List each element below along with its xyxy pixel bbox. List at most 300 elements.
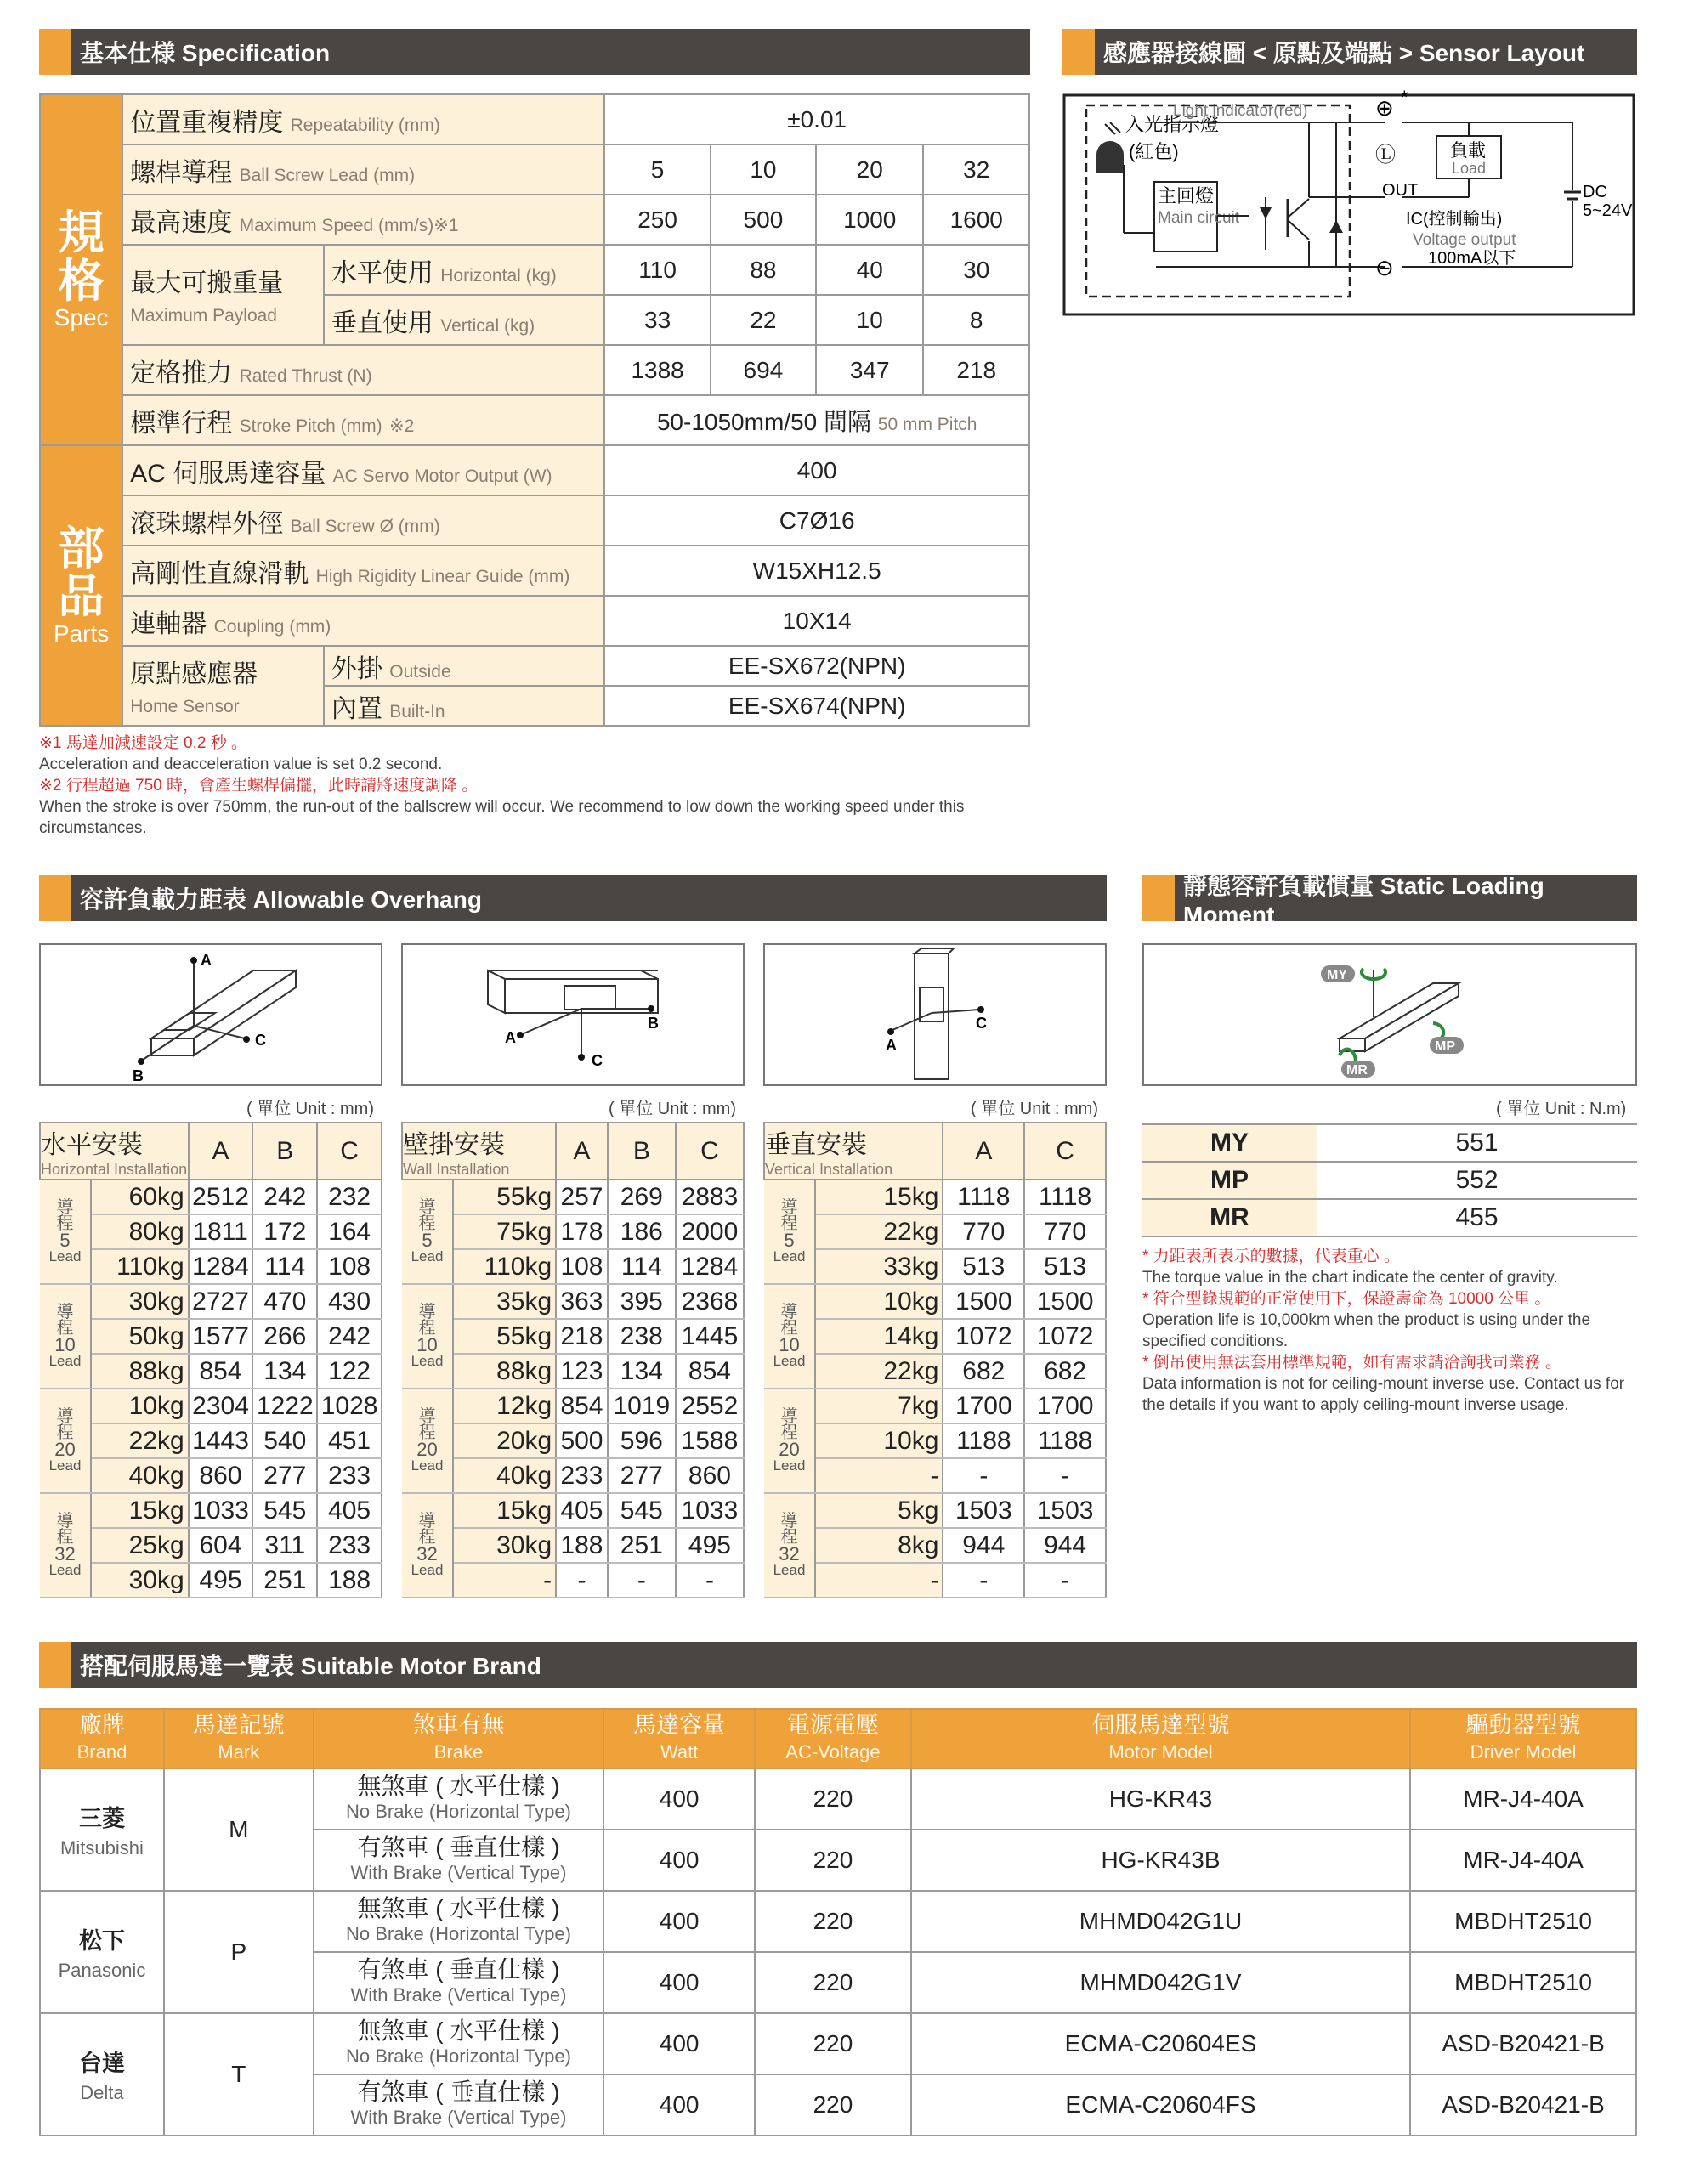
minus-terminal: ⊖	[1375, 255, 1394, 280]
table-row	[40, 1528, 382, 1563]
install-title: 垂直安裝 Vertical Installation	[764, 1123, 943, 1180]
value-cell: -	[608, 1563, 676, 1598]
thrust-val: 218	[923, 345, 1029, 395]
weight-cell: 55kg	[453, 1180, 556, 1214]
value-cell: 233	[556, 1458, 608, 1493]
brand-col-header: 煞車有無 Brake	[314, 1709, 604, 1768]
driver-cell: MR-J4-40A	[1410, 1768, 1636, 1830]
driver-cell: MBDHT2510	[1410, 1952, 1636, 2013]
overhang-header-row	[40, 1123, 382, 1180]
table-row	[402, 1458, 744, 1493]
value-cell: 682	[943, 1354, 1024, 1389]
value-cell: -	[943, 1458, 1024, 1493]
weight-cell: 110kg	[91, 1249, 189, 1284]
brand-table	[39, 1708, 1637, 2136]
value-cell: 1811	[189, 1214, 253, 1249]
screw-val: C7Ø16	[604, 495, 1029, 546]
row-horizontal: 水平使用 Horizontal (kg)	[324, 245, 604, 295]
weight-cell: 10kg	[815, 1423, 943, 1458]
group-spec: 規格 Spec	[40, 94, 122, 445]
light-zh: 入光指示燈	[1125, 114, 1220, 135]
table-row	[764, 1528, 1106, 1563]
value-cell: 513	[943, 1249, 1024, 1284]
value-cell: 1019	[608, 1389, 676, 1423]
spec-title: 基本仕様 Specification	[80, 40, 331, 66]
diag-label-a: A	[201, 952, 212, 969]
row-stroke: 標準行程 Stroke Pitch (mm) ※2	[122, 395, 604, 445]
lead-cell: 導程 5 Lead	[40, 1180, 91, 1284]
table-row	[402, 1249, 744, 1284]
vout-en: Voltage output	[1413, 231, 1516, 249]
value-cell: 1188	[1024, 1423, 1106, 1458]
value-cell: 164	[317, 1214, 382, 1249]
weight-cell: 75kg	[453, 1214, 556, 1249]
value-cell: 1188	[943, 1423, 1024, 1458]
value-cell: 1033	[676, 1493, 744, 1528]
weight-cell: 88kg	[453, 1354, 556, 1389]
lead-cell: 導程 5 Lead	[764, 1180, 815, 1284]
table-row	[402, 1493, 744, 1528]
header-accent	[39, 875, 71, 921]
weight-cell: 10kg	[815, 1284, 943, 1319]
col-header: A	[943, 1123, 1024, 1180]
value-cell: 495	[189, 1563, 253, 1598]
moment-label-my: MY	[1327, 968, 1347, 982]
lead-20: 20	[816, 144, 923, 195]
table-row	[764, 1423, 1106, 1458]
load-zh: 負載	[1450, 141, 1486, 161]
value-cell: 242	[317, 1319, 382, 1354]
value-cell: 944	[943, 1528, 1024, 1563]
table-row	[402, 1354, 744, 1389]
value-cell: 2883	[676, 1180, 744, 1214]
brand-header	[39, 1642, 1637, 1688]
moment-note-zh: * 倒吊使用無法套用標準規範，如有需求請洽詢我司業務 。	[1142, 1354, 1561, 1372]
moment-title: 靜態容許負載慣量 Static Loading Moment	[1183, 873, 1544, 928]
weight-cell: 55kg	[453, 1319, 556, 1354]
value-cell: 495	[676, 1528, 744, 1563]
lead-cell: 導程 20 Lead	[764, 1389, 815, 1493]
value-cell: 108	[556, 1249, 608, 1284]
value-cell: 540	[252, 1423, 317, 1458]
value-cell: 1700	[1024, 1389, 1106, 1423]
horiz-val: 88	[711, 245, 816, 295]
lead-cell: 導程 32 Lead	[40, 1493, 91, 1598]
row-vertical: 垂直使用 Vertical (kg)	[324, 295, 604, 345]
value-cell: 770	[1024, 1214, 1106, 1249]
value-cell: 2000	[676, 1214, 744, 1249]
overhang-unit: ( 單位 Unit : mm)	[971, 1100, 1098, 1118]
row-coupling: 連軸器 Coupling (mm)	[122, 596, 604, 646]
weight-cell: 30kg	[91, 1563, 189, 1598]
brand-mark: M	[164, 1768, 314, 1891]
col-header: C	[317, 1123, 382, 1180]
table-row	[402, 1528, 744, 1563]
weight-cell: 20kg	[453, 1423, 556, 1458]
table-row	[764, 1493, 1106, 1528]
weight-cell: 35kg	[453, 1284, 556, 1319]
value-cell: 596	[608, 1423, 676, 1458]
value-cell: 269	[608, 1180, 676, 1214]
value-cell: 251	[608, 1528, 676, 1563]
light-en: Light indicator(red)	[1173, 102, 1308, 120]
lead-5: 5	[604, 144, 711, 195]
weight-cell: 30kg	[453, 1528, 556, 1563]
row-payload: 最大可搬重量 Maximum Payload	[122, 245, 324, 345]
value-cell: 114	[252, 1249, 317, 1284]
moment-row-mr: MR 455	[1142, 1199, 1637, 1236]
star-mark: *	[1401, 88, 1408, 108]
w-cell: 400	[604, 1891, 755, 1952]
weight-cell: 10kg	[91, 1389, 189, 1423]
weight-cell: 22kg	[815, 1354, 943, 1389]
coupling-val: 10X14	[604, 596, 1029, 646]
vert-val: 10	[816, 295, 923, 345]
table-row	[40, 1389, 382, 1423]
v-cell: 220	[755, 1830, 911, 1891]
table-row	[764, 1458, 1106, 1493]
weight-cell: -	[815, 1563, 943, 1598]
w-cell: 400	[604, 2074, 755, 2136]
brand-body	[40, 1768, 1636, 2136]
vout-val: 100mA以下	[1428, 249, 1516, 268]
value-cell: 1284	[189, 1249, 253, 1284]
stroke-val: 50-1050mm/50 間隔 50 mm Pitch	[604, 395, 1029, 445]
overhang-table	[401, 1122, 745, 1598]
lead-cell: 導程 32 Lead	[764, 1493, 815, 1598]
weight-cell: 80kg	[91, 1214, 189, 1249]
table-row	[40, 1423, 382, 1458]
value-cell: -	[1024, 1563, 1106, 1598]
lead-cell: 導程 20 Lead	[402, 1389, 453, 1493]
value-cell: -	[676, 1563, 744, 1598]
col-header: A	[189, 1123, 253, 1180]
value-cell: 1700	[943, 1389, 1024, 1423]
table-row	[764, 1319, 1106, 1354]
spec-table	[39, 93, 1030, 727]
lead-cell: 導程 10 Lead	[764, 1284, 815, 1389]
speed-val: 500	[711, 195, 816, 245]
value-cell: 545	[608, 1493, 676, 1528]
diag-label-c: C	[255, 1032, 266, 1049]
value-cell: 232	[317, 1180, 382, 1214]
speed-val: 250	[604, 195, 711, 245]
value-cell: 363	[556, 1284, 608, 1319]
value-cell: 682	[1024, 1354, 1106, 1389]
overhang-header-row	[402, 1123, 744, 1180]
vertical-diagram	[763, 943, 1107, 1086]
thrust-val: 694	[711, 345, 816, 395]
overhang-unit: ( 單位 Unit : mm)	[246, 1100, 374, 1118]
brand-mark: P	[164, 1891, 314, 2013]
w-cell: 400	[604, 2013, 755, 2074]
value-cell: 405	[556, 1493, 608, 1528]
lead-cell: 導程 20 Lead	[40, 1389, 91, 1493]
value-cell: 1500	[943, 1284, 1024, 1319]
outside-val: EE-SX672(NPN)	[604, 646, 1029, 686]
table-row	[40, 1249, 382, 1284]
weight-cell: -	[815, 1458, 943, 1493]
brake-cell: 無煞車 ( 水平仕樣 ) No Brake (Horizontal Type)	[314, 2013, 604, 2074]
note1-zh: ※1 馬達加減速設定 0.2 秒 。	[39, 734, 248, 752]
value-cell: 770	[943, 1214, 1024, 1249]
sensor-title: 感應器接線圖 < 原點及端點 > Sensor Layout	[1103, 40, 1585, 66]
value-cell: 860	[189, 1458, 253, 1493]
diag-label-c: C	[592, 1052, 603, 1069]
main-en: Main circuit	[1158, 209, 1240, 227]
vert-val: 22	[711, 295, 816, 345]
lead-cell: 導程 10 Lead	[402, 1284, 453, 1389]
brand-header-row	[40, 1709, 1636, 1768]
table-row	[40, 1493, 382, 1528]
vert-val: 8	[923, 295, 1029, 345]
value-cell: 134	[252, 1354, 317, 1389]
weight-cell: 22kg	[815, 1214, 943, 1249]
w-cell: 400	[604, 1768, 755, 1830]
value-cell: 604	[189, 1528, 253, 1563]
row-builtin: 內置 Built-In	[324, 686, 604, 726]
brand-name: 松下 Panasonic	[40, 1891, 164, 2013]
row-screw: 滾珠螺桿外徑 Ball Screw Ø (mm)	[122, 495, 604, 546]
overhang-unit: ( 單位 Unit : mm)	[609, 1100, 736, 1118]
driver-cell: ASD-B20421-B	[1410, 2074, 1636, 2136]
moment-row-my: MY 551	[1142, 1124, 1637, 1162]
value-cell: 2304	[189, 1389, 253, 1423]
weight-cell: 25kg	[91, 1528, 189, 1563]
table-row	[402, 1214, 744, 1249]
value-cell: 1222	[252, 1389, 317, 1423]
diag-label-b: B	[648, 1015, 659, 1032]
table-row	[764, 1354, 1106, 1389]
motor-val: 400	[604, 445, 1029, 495]
table-row	[402, 1389, 744, 1423]
builtin-val: EE-SX674(NPN)	[604, 686, 1029, 726]
row-home-sensor: 原點感應器 Home Sensor	[122, 646, 324, 726]
value-cell: 451	[317, 1423, 382, 1458]
value-cell: 1445	[676, 1319, 744, 1354]
col-header: C	[676, 1123, 744, 1180]
lead-10: 10	[711, 144, 816, 195]
table-row	[40, 1214, 382, 1249]
brand-name: 三菱 Mitsubishi	[40, 1768, 164, 1891]
overhang-table	[39, 1122, 382, 1598]
value-cell: 1577	[189, 1319, 253, 1354]
value-cell: 218	[556, 1319, 608, 1354]
row-outside: 外掛 Outside	[324, 646, 604, 686]
value-cell: 122	[317, 1354, 382, 1389]
weight-cell: 33kg	[815, 1249, 943, 1284]
value-cell: 1443	[189, 1423, 253, 1458]
weight-cell: 60kg	[91, 1180, 189, 1214]
table-row	[402, 1563, 744, 1598]
diag-label-a: A	[505, 1029, 516, 1046]
w-cell: 400	[604, 1952, 755, 2013]
brand-col-header: 馬達記號 Mark	[164, 1709, 314, 1768]
value-cell: 430	[317, 1284, 382, 1319]
moment-diagram	[1142, 943, 1637, 1086]
v-cell: 220	[755, 2013, 911, 2074]
brand-col-header: 驅動器型號 Driver Model	[1410, 1709, 1636, 1768]
value-cell: 123	[556, 1354, 608, 1389]
header-accent	[39, 1642, 71, 1688]
driver-cell: MBDHT2510	[1410, 1891, 1636, 1952]
v-cell: 220	[755, 1768, 911, 1830]
brake-cell: 有煞車 ( 垂直仕樣 ) With Brake (Vertical Type)	[314, 2074, 604, 2136]
light-color: (紅色)	[1129, 141, 1179, 162]
horizontal-actuator-icon	[41, 945, 381, 1084]
value-cell: 1033	[189, 1493, 253, 1528]
brake-cell: 有煞車 ( 垂直仕樣 ) With Brake (Vertical Type)	[314, 1952, 604, 2013]
moment-note-zh: * 符合型錄規範的正常使用下，保證壽命為 10000 公里 。	[1142, 1290, 1551, 1308]
value-cell: 108	[317, 1249, 382, 1284]
table-row	[402, 1180, 744, 1214]
v-cell: 220	[755, 1891, 911, 1952]
wall-actuator-icon	[403, 945, 743, 1084]
value-cell: 545	[252, 1493, 317, 1528]
brand-col-header: 伺服馬達型號 Motor Model	[911, 1709, 1410, 1768]
diag-label-a: A	[886, 1037, 897, 1054]
value-cell: 1503	[943, 1493, 1024, 1528]
value-cell: 854	[556, 1389, 608, 1423]
motor-cell: ECMA-C20604FS	[911, 2074, 1410, 2136]
weight-cell: 40kg	[91, 1458, 189, 1493]
motor-cell: MHMD042G1U	[911, 1891, 1410, 1952]
brake-cell: 無煞車 ( 水平仕樣 ) No Brake (Horizontal Type)	[314, 1891, 604, 1952]
weight-cell: 40kg	[453, 1458, 556, 1493]
value-cell: 860	[676, 1458, 744, 1493]
group-parts: 部品 Parts	[40, 445, 122, 726]
vert-val: 33	[604, 295, 711, 345]
value-cell: 2552	[676, 1389, 744, 1423]
horiz-val: 40	[816, 245, 923, 295]
ic-label: IC(控制輸出)	[1406, 210, 1503, 229]
lead-cell: 導程 10 Lead	[40, 1284, 91, 1389]
value-cell: 257	[556, 1180, 608, 1214]
table-row	[40, 1284, 382, 1319]
row-motor: AC 伺服馬達容量 AC Servo Motor Output (W)	[122, 445, 604, 495]
table-row	[40, 1458, 382, 1493]
table-row	[402, 1423, 744, 1458]
table-row	[764, 1563, 1106, 1598]
note2-en: When the stroke is over 750mm, the run-out of the ballscrew will occur. We recommend to low down the working speed under this circumstances.	[39, 798, 965, 837]
table-row	[764, 1214, 1106, 1249]
moment-unit: ( 單位 Unit : N.m)	[1496, 1100, 1627, 1118]
value-cell: 944	[1024, 1528, 1106, 1563]
table-row	[40, 1354, 382, 1389]
row-repeatability: 位置重複精度 Repeatability (mm)	[122, 94, 604, 144]
value-cell: 277	[252, 1458, 317, 1493]
value-cell: 854	[676, 1354, 744, 1389]
value-cell: 251	[252, 1563, 317, 1598]
thrust-val: 1388	[604, 345, 711, 395]
value-cell: 178	[556, 1214, 608, 1249]
header-accent	[1062, 29, 1095, 75]
sensor-header	[1062, 29, 1637, 75]
motor-cell: HG-KR43B	[911, 1830, 1410, 1891]
wall-diagram	[401, 943, 745, 1086]
moment-header	[1142, 873, 1637, 928]
overhang-table	[763, 1122, 1107, 1598]
value-cell: 188	[317, 1563, 382, 1598]
value-cell: 233	[317, 1528, 382, 1563]
value-cell: 186	[608, 1214, 676, 1249]
note2-zh: ※2 行程超過 750 時，會產生螺桿偏擺，此時請將速度調降 。	[39, 777, 479, 795]
value-cell: 405	[317, 1493, 382, 1528]
brake-cell: 無煞車 ( 水平仕樣 ) No Brake (Horizontal Type)	[314, 1768, 604, 1830]
weight-cell: 50kg	[91, 1319, 189, 1354]
note1-en: Acceleration and deacceleration value is set 0.2 second.	[39, 755, 443, 773]
main-zh: 主回燈	[1158, 185, 1215, 207]
value-cell: 188	[556, 1528, 608, 1563]
moment-table	[1142, 1123, 1637, 1237]
speed-val: 1600	[923, 195, 1029, 245]
moment-label-mr: MR	[1346, 1063, 1368, 1078]
weight-cell: -	[453, 1563, 556, 1598]
col-header: C	[1024, 1123, 1106, 1180]
brand-col-header: 廠牌 Brand	[40, 1709, 164, 1768]
table-row	[402, 1319, 744, 1354]
moment-note-en: The torque value in the chart indicate the center of gravity.	[1142, 1269, 1558, 1287]
row-guide: 高剛性直線滑軌 High Rigidity Linear Guide (mm)	[122, 546, 604, 596]
driver-cell: MR-J4-40A	[1410, 1830, 1636, 1891]
value-cell: 1072	[1024, 1319, 1106, 1354]
plus-terminal: ⊕	[1375, 95, 1394, 121]
moment-note-en: Operation life is 10,000km when the product is using under the specified conditions.	[1142, 1311, 1591, 1350]
spec-header	[39, 29, 1030, 75]
table-row	[764, 1284, 1106, 1319]
brand-name: 台達 Delta	[40, 2013, 164, 2136]
driver-cell: ASD-B20421-B	[1410, 2013, 1636, 2074]
value-cell: 1500	[1024, 1284, 1106, 1319]
l-terminal: Ⓛ	[1375, 144, 1396, 167]
value-cell: 2727	[189, 1284, 253, 1319]
row-lead: 螺桿導程 Ball Screw Lead (mm)	[122, 144, 604, 195]
value-cell: 266	[252, 1319, 317, 1354]
lead-32: 32	[923, 144, 1029, 195]
table-row	[764, 1389, 1106, 1423]
moment-label-mp: MP	[1435, 1039, 1455, 1054]
spec-notes	[39, 733, 1030, 839]
weight-cell: 14kg	[815, 1319, 943, 1354]
guide-val: W15XH12.5	[604, 546, 1029, 596]
value-cell: 172	[252, 1214, 317, 1249]
horizontal-diagram	[39, 943, 382, 1086]
horiz-val: 110	[604, 245, 711, 295]
row-speed: 最高速度 Maximum Speed (mm/s)※1	[122, 195, 604, 245]
header-accent	[1142, 875, 1175, 921]
brand-col-header: 馬達容量 Watt	[604, 1709, 755, 1768]
weight-cell: 12kg	[453, 1389, 556, 1423]
value-cell: 854	[189, 1354, 253, 1389]
lead-cell: 導程 5 Lead	[402, 1180, 453, 1284]
diag-label-c: C	[976, 1015, 987, 1032]
value-cell: 500	[556, 1423, 608, 1458]
install-title: 水平安裝 Horizontal Installation	[40, 1123, 189, 1180]
col-header: A	[556, 1123, 608, 1180]
value-cell: -	[556, 1563, 608, 1598]
value-cell: 1284	[676, 1249, 744, 1284]
moment-note-en: Data information is not for ceiling-mount inverse use. Contact us for the details if you want to apply ceiling-mount inverse usage.	[1142, 1375, 1625, 1414]
speed-val: 1000	[816, 195, 923, 245]
header-accent	[39, 29, 71, 75]
weight-cell: 88kg	[91, 1354, 189, 1389]
value-cell: 233	[317, 1458, 382, 1493]
dc-label: DC	[1583, 183, 1607, 201]
motor-cell: HG-KR43	[911, 1768, 1410, 1830]
brand-title: 搭配伺服馬達一覽表 Suitable Motor Brand	[80, 1653, 541, 1679]
weight-cell: 15kg	[815, 1180, 943, 1214]
weight-cell: 30kg	[91, 1284, 189, 1319]
